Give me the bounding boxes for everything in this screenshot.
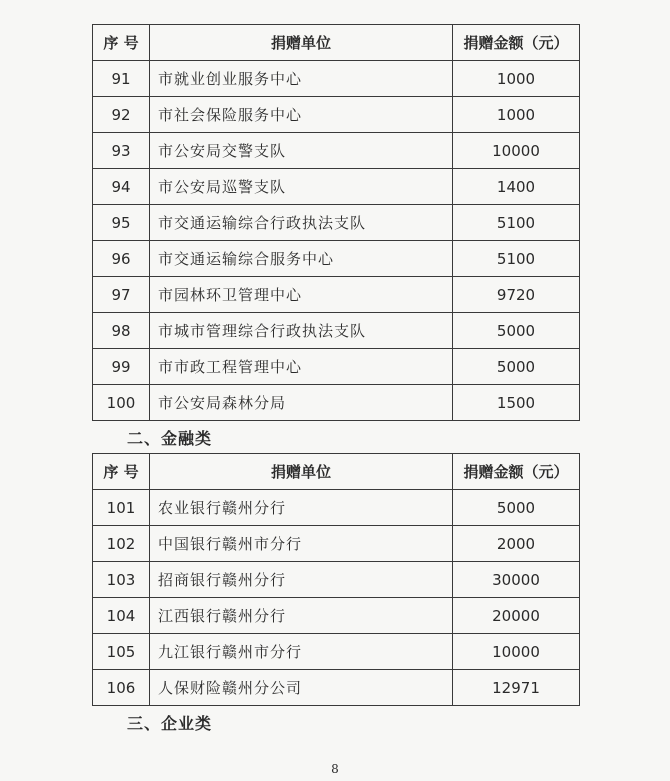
row-serial: 98	[93, 313, 150, 349]
row-amount: 5100	[453, 241, 580, 277]
row-serial: 100	[93, 385, 150, 421]
row-serial: 93	[93, 133, 150, 169]
row-donor-unit: 市就业创业服务中心	[150, 61, 453, 97]
row-serial: 94	[93, 169, 150, 205]
row-amount: 5000	[453, 490, 580, 526]
row-serial: 92	[93, 97, 150, 133]
row-serial: 106	[93, 670, 150, 706]
table-row	[93, 349, 580, 385]
table-row	[93, 61, 580, 97]
table-row	[93, 97, 580, 133]
table-row	[93, 385, 580, 421]
table-row	[93, 205, 580, 241]
row-donor-unit: 市社会保险服务中心	[150, 97, 453, 133]
row-serial: 105	[93, 634, 150, 670]
row-donor-unit: 九江银行赣州市分行	[150, 634, 453, 670]
row-amount: 12971	[453, 670, 580, 706]
header-donor-unit: 捐赠单位	[150, 454, 453, 490]
row-serial: 101	[93, 490, 150, 526]
table-row	[93, 526, 580, 562]
row-serial: 99	[93, 349, 150, 385]
row-amount: 1400	[453, 169, 580, 205]
row-serial: 91	[93, 61, 150, 97]
row-donor-unit: 市市政工程管理中心	[150, 349, 453, 385]
header-donor-unit: 捐赠单位	[150, 25, 453, 61]
header-amount: 捐赠金额（元）	[453, 454, 580, 490]
section-heading-finance: 二、金融类	[127, 429, 213, 448]
donation-table-finance	[92, 453, 580, 706]
row-amount: 10000	[453, 634, 580, 670]
row-donor-unit: 市公安局交警支队	[150, 133, 453, 169]
row-amount: 2000	[453, 526, 580, 562]
row-donor-unit: 市园林环卫管理中心	[150, 277, 453, 313]
row-amount: 5000	[453, 349, 580, 385]
row-serial: 97	[93, 277, 150, 313]
row-donor-unit: 市城市管理综合行政执法支队	[150, 313, 453, 349]
table-row	[93, 490, 580, 526]
table-row	[93, 562, 580, 598]
table-header-row	[93, 454, 580, 490]
header-amount: 捐赠金额（元）	[453, 25, 580, 61]
row-donor-unit: 招商银行赣州分行	[150, 562, 453, 598]
row-amount: 9720	[453, 277, 580, 313]
table-row	[93, 313, 580, 349]
row-donor-unit: 市公安局巡警支队	[150, 169, 453, 205]
row-amount: 20000	[453, 598, 580, 634]
row-serial: 95	[93, 205, 150, 241]
row-amount: 1000	[453, 61, 580, 97]
row-donor-unit: 市交通运输综合行政执法支队	[150, 205, 453, 241]
row-donor-unit: 人保财险赣州分公司	[150, 670, 453, 706]
row-serial: 104	[93, 598, 150, 634]
table-row	[93, 598, 580, 634]
row-donor-unit: 江西银行赣州分行	[150, 598, 453, 634]
header-serial: 序 号	[93, 454, 150, 490]
section-heading-enterprise: 三、企业类	[127, 714, 213, 733]
table-row	[93, 634, 580, 670]
row-donor-unit: 市交通运输综合服务中心	[150, 241, 453, 277]
donation-table-government	[92, 24, 580, 421]
row-donor-unit: 中国银行赣州市分行	[150, 526, 453, 562]
table-row	[93, 277, 580, 313]
row-serial: 96	[93, 241, 150, 277]
table-row	[93, 169, 580, 205]
row-serial: 103	[93, 562, 150, 598]
row-donor-unit: 市公安局森林分局	[150, 385, 453, 421]
row-donor-unit: 农业银行赣州分行	[150, 490, 453, 526]
table-row	[93, 133, 580, 169]
page-number: 8	[331, 762, 339, 776]
table-header-row	[93, 25, 580, 61]
table-row	[93, 241, 580, 277]
row-amount: 5000	[453, 313, 580, 349]
row-amount: 10000	[453, 133, 580, 169]
row-amount: 1000	[453, 97, 580, 133]
row-amount: 1500	[453, 385, 580, 421]
row-amount: 30000	[453, 562, 580, 598]
row-serial: 102	[93, 526, 150, 562]
table-row	[93, 670, 580, 706]
header-serial: 序 号	[93, 25, 150, 61]
row-amount: 5100	[453, 205, 580, 241]
